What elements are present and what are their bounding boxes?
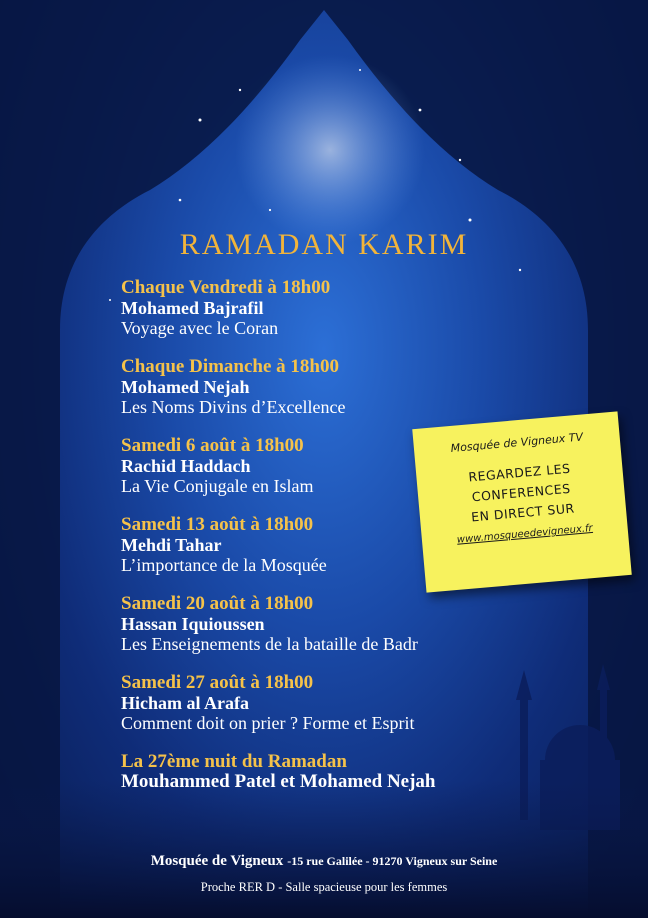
event-topic: La Vie Conjugale en Islam xyxy=(121,476,314,496)
event-date: Samedi 6 août à 18h00 xyxy=(121,435,304,456)
event-speaker: Hicham al Arafa xyxy=(121,693,249,713)
sticky-note xyxy=(412,411,632,592)
event-date: Samedi 27 août à 18h00 xyxy=(121,672,314,693)
event-topic: Comment doit on prier ? Forme et Esprit xyxy=(121,713,415,733)
event-topic: Les Noms Divins d’Excellence xyxy=(121,397,346,417)
event-item xyxy=(121,752,551,792)
footer-line2 xyxy=(0,878,648,896)
event-date: Samedi 20 août à 18h00 xyxy=(121,593,314,614)
event-speaker: Hassan Iquioussen xyxy=(121,614,265,634)
footer-mosque-name: Mosquée de Vigneux xyxy=(150,853,284,869)
event-speaker: Mehdi Tahar xyxy=(121,535,222,555)
event-speaker: Mohamed Bajrafil xyxy=(121,298,264,318)
poster-title: RAMADAN KARIM xyxy=(179,228,469,261)
event-topic: Voyage avec le Coran xyxy=(121,318,279,338)
note-url-link[interactable]: www.mosqueedevigneux.fr xyxy=(456,522,594,546)
moon-glow xyxy=(235,55,425,245)
event-speaker: Mouhammed Patel et Mohamed Nejah xyxy=(121,771,436,792)
event-topic: L’importance de la Mosquée xyxy=(121,555,327,575)
note-title: Mosquée de Vigneux TV xyxy=(450,430,584,455)
event-item xyxy=(121,594,551,654)
note-body xyxy=(416,454,626,532)
note-line: EN DIRECT SUR xyxy=(470,500,576,525)
footer-info: Proche RER D - Salle spacieuse pour les femmes xyxy=(200,880,448,894)
note-line: REGARDEZ LES xyxy=(467,460,572,485)
event-item xyxy=(121,357,551,417)
event-item xyxy=(121,673,551,733)
event-date: La 27ème nuit du Ramadan xyxy=(121,751,347,772)
footer-address: -15 rue Galilée - 91270 Vigneux sur Seine xyxy=(287,854,498,868)
event-date: Samedi 13 août à 18h00 xyxy=(121,514,314,535)
event-date: Chaque Dimanche à 18h00 xyxy=(121,356,339,377)
event-speaker: Rachid Haddach xyxy=(121,456,251,476)
event-topic: Les Enseignements de la bataille de Badr xyxy=(121,634,418,654)
event-speaker: Mohamed Nejah xyxy=(121,377,250,397)
footer-line1 xyxy=(0,852,648,870)
event-date: Chaque Vendredi à 18h00 xyxy=(121,277,331,298)
note-line: CONFERENCES xyxy=(471,480,572,505)
event-item xyxy=(121,278,551,338)
